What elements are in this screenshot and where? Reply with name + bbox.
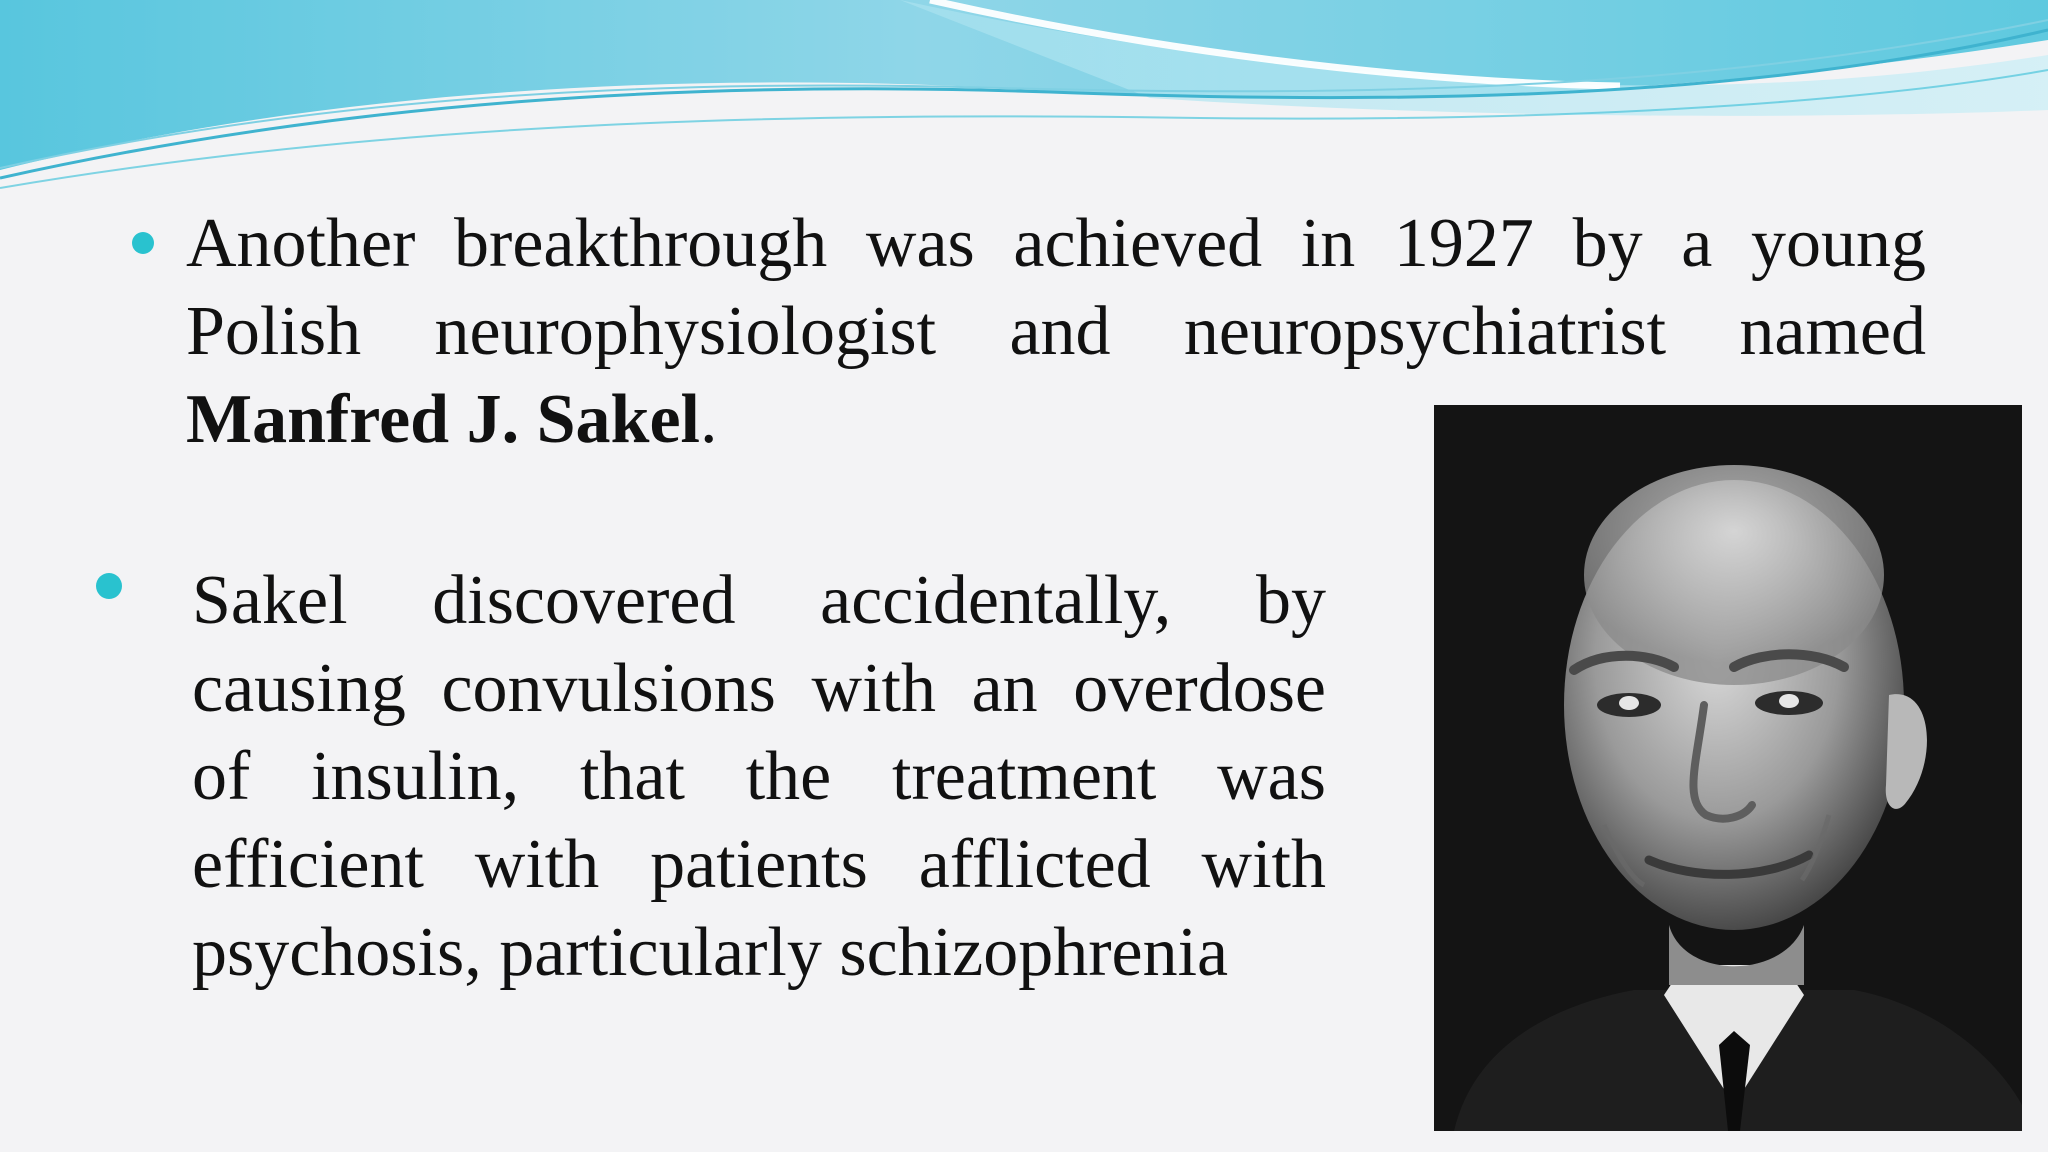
bullet-marker-icon xyxy=(132,232,154,254)
bullet-1-text-end: . xyxy=(700,381,718,458)
bullet-marker-icon xyxy=(96,573,122,599)
bullet-point-2: Sakel discovered accidentally, by causing convulsions with an overdose of insulin, that the treatment was efficient with patients afflicted with psychosis, particularly schizophrenia xyxy=(192,562,1326,991)
bullet-1-text: Another breakthrough was achieved in 1927 by a young Polish neurophysiologist and neuropsychiatrist named xyxy=(186,205,1926,370)
portrait-illustration xyxy=(1434,405,2022,1131)
portrait-photo xyxy=(1434,405,2022,1131)
bullet-1-bold-name: Manfred J. Sakel xyxy=(186,381,700,458)
header-wave-decoration xyxy=(0,0,2048,200)
